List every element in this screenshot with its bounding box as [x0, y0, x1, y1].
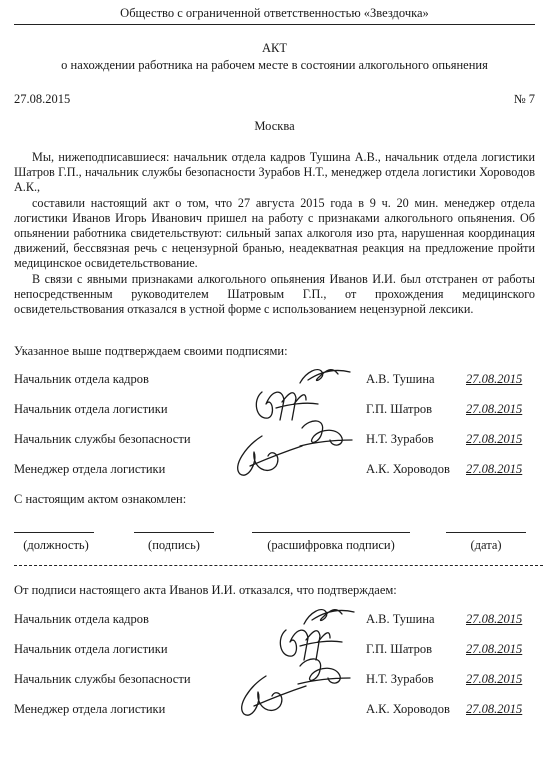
- signer-name: А.К. Хороводов: [366, 702, 450, 716]
- signer-position: Менеджер отдела логистики: [14, 462, 166, 476]
- signature-khorovodov: [238, 436, 302, 475]
- signature-date: 27.08.2015: [466, 372, 523, 386]
- field-caption: (должность): [23, 538, 89, 552]
- confirm-label: Указанное выше подтверждаем своими подписями:: [14, 344, 288, 358]
- act-title: АКТ: [262, 41, 287, 55]
- signature-khorovodov: [242, 676, 306, 715]
- act-date: 27.08.2015: [14, 92, 71, 106]
- signer-name: Н.Т. Зурабов: [366, 432, 434, 446]
- signer-name: Г.П. Шатров: [366, 642, 433, 656]
- signer-position: Начальник отдела логистики: [14, 642, 168, 656]
- signature-date: 27.08.2015: [466, 702, 523, 716]
- body-paragraph: составили настоящий акт о том, что 27 августа 2015 года в 9 ч. 20 мин. менеджер отдела логистики Иванов Игорь Иванович пришел на работу с признаками алкогольного опьянения. Об опьянении работника свидетельствуют: сильный запах алкоголя изо рта, нарушенная координация движений, бессвязная речь с нецензурной бранью, неадекватная реакция на предложение пройти медицинское освидетельствование.: [14, 195, 535, 271]
- refusal-label: От подписи настоящего акта Иванов И.И. отказался, что подтверждаем:: [14, 583, 397, 597]
- field-caption: (дата): [470, 538, 502, 552]
- signer-name: Н.Т. Зурабов: [366, 672, 434, 686]
- signer-name: Г.П. Шатров: [366, 402, 433, 416]
- signature-tushina: [300, 370, 350, 383]
- signature-shatrov: [256, 392, 318, 420]
- signature-zurabov: [300, 421, 352, 446]
- act-subtitle: о нахождении работника на рабочем месте в состоянии алкогольного опьянения: [61, 58, 488, 72]
- signer-position: Начальник отдела кадров: [14, 372, 149, 386]
- signature-shatrov: [280, 630, 342, 660]
- signer-position: Начальник отдела кадров: [14, 612, 149, 626]
- signer-position: Начальник службы безопасности: [14, 432, 191, 446]
- signature-date: 27.08.2015: [466, 612, 523, 626]
- signer-position: Начальник службы безопасности: [14, 672, 191, 686]
- field-caption: (расшифровка подписи): [267, 538, 395, 552]
- signature-date: 27.08.2015: [466, 462, 523, 476]
- signature-tushina: [304, 610, 354, 624]
- field-caption: (подпись): [148, 538, 200, 552]
- act-city: Москва: [254, 119, 295, 133]
- signer-position: Менеджер отдела логистики: [14, 702, 166, 716]
- signature-zurabov: [298, 659, 350, 684]
- signer-name: А.В. Тушина: [366, 372, 435, 386]
- acquainted-label: С настоящим актом ознакомлен:: [14, 492, 187, 506]
- body-paragraph: В связи с явными признаками алкогольного опьянения Иванов И.И. был отстранен от работы непосредственным руководителем Шатровым Г.П., от прохождения медицинского освидетельствования отказался в устной форме с использованием нецензурной лексики.: [14, 271, 535, 317]
- signature-date: 27.08.2015: [466, 432, 523, 446]
- act-number: № 7: [513, 92, 535, 106]
- signature-date: 27.08.2015: [466, 642, 523, 656]
- signature-date: 27.08.2015: [466, 672, 523, 686]
- signer-name: А.В. Тушина: [366, 612, 435, 626]
- signature-date: 27.08.2015: [466, 402, 523, 416]
- signer-position: Начальник отдела логистики: [14, 402, 168, 416]
- body-paragraph: Мы, нижеподписавшиеся: начальник отдела кадров Тушина А.В., начальник отдела логистики Шатров Г.П., начальник службы безопасности Зурабов Н.Т., менеджер отдела логистики Хороводов А.К.,: [14, 150, 535, 195]
- signer-name: А.К. Хороводов: [366, 462, 450, 476]
- organization-name: Общество с ограниченной ответственностью «Звездочка»: [14, 6, 535, 25]
